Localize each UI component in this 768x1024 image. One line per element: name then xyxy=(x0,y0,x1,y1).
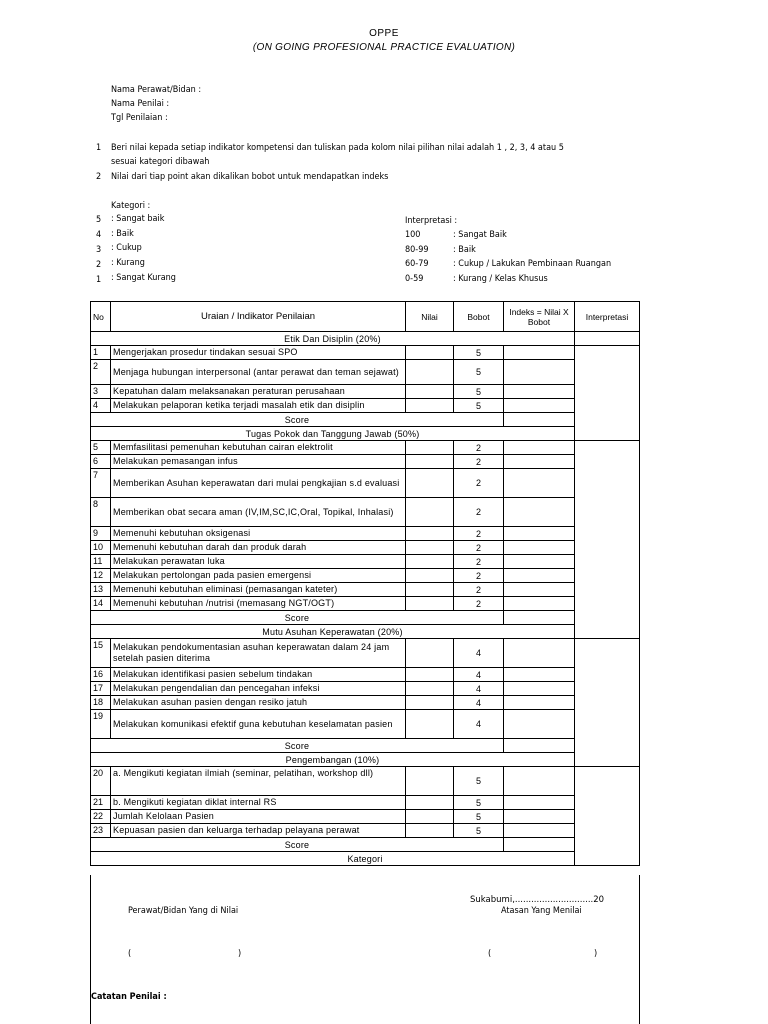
nilai-cell[interactable] xyxy=(406,469,454,498)
indeks-cell[interactable] xyxy=(504,541,575,555)
score-row xyxy=(91,739,640,753)
row-number: 4 xyxy=(91,399,111,413)
table-row xyxy=(91,541,640,555)
kategori-item: : Sangat baik xyxy=(111,214,165,224)
page-subtitle: (ON GOING PROFESIONAL PRACTICE EVALUATION) xyxy=(252,42,516,53)
bobot-cell: 2 xyxy=(454,555,504,569)
interpretasi-cell[interactable] xyxy=(575,639,640,767)
nilai-cell[interactable] xyxy=(406,455,454,469)
score-label: Score xyxy=(91,739,504,753)
table-row xyxy=(91,767,640,796)
interpretasi-range: 100 xyxy=(405,230,421,240)
table-row xyxy=(91,668,640,682)
row-indicator: Menjaga hubungan interpersonal (antar perawat dan teman sejawat) xyxy=(111,360,406,385)
table-row xyxy=(91,385,640,399)
row-indicator: Melakukan komunikasi efektif guna kebutuhan keselamatan pasien xyxy=(111,710,406,739)
kategori-num: 1 xyxy=(96,275,102,285)
row-indicator: Kepatuhan dalam melaksanakan peraturan perusahaan xyxy=(111,385,406,399)
interpretasi-cell[interactable] xyxy=(575,346,640,441)
bobot-cell: 5 xyxy=(454,824,504,838)
indeks-cell[interactable] xyxy=(504,441,575,455)
signature-left-close-paren: ) xyxy=(238,949,242,959)
kategori-row xyxy=(91,852,640,866)
row-number: 9 xyxy=(91,527,111,541)
kategori-num: 2 xyxy=(96,260,102,270)
indeks-cell[interactable] xyxy=(504,555,575,569)
instruction-text: Beri nilai kepada setiap indikator kompetensi dan tuliskan pada kolom nilai pilihan nilai adalah 1 , 2, 3, 4 atau 5 xyxy=(111,143,564,153)
nilai-cell[interactable] xyxy=(406,597,454,611)
interpretasi-label: Interpretasi : xyxy=(405,216,458,226)
indeks-cell[interactable] xyxy=(504,346,575,360)
bobot-cell: 2 xyxy=(454,469,504,498)
nilai-cell[interactable] xyxy=(406,346,454,360)
row-number: 22 xyxy=(91,810,111,824)
row-number: 23 xyxy=(91,824,111,838)
kategori-num: 4 xyxy=(96,230,102,240)
nilai-cell[interactable] xyxy=(406,682,454,696)
indeks-cell[interactable] xyxy=(504,385,575,399)
row-indicator: Melakukan pemasangan infus xyxy=(111,455,406,469)
row-indicator: Kepuasan pasien dan keluarga terhadap pelayana perawat xyxy=(111,824,406,838)
nilai-cell[interactable] xyxy=(406,569,454,583)
interpretasi-item: : Sangat Baik xyxy=(453,230,507,240)
evaluation-table xyxy=(90,301,640,866)
score-label: Score xyxy=(91,611,504,625)
row-number: 21 xyxy=(91,796,111,810)
score-cell[interactable] xyxy=(504,739,575,753)
indeks-cell[interactable] xyxy=(504,710,575,739)
header-indeks: Indeks = Nilai X Bobot xyxy=(504,302,575,332)
score-label: Score xyxy=(91,413,504,427)
indeks-cell[interactable] xyxy=(504,455,575,469)
nilai-cell[interactable] xyxy=(406,824,454,838)
interpretasi-range: 80-99 xyxy=(405,245,429,255)
bobot-cell: 2 xyxy=(454,583,504,597)
row-number: 17 xyxy=(91,682,111,696)
header-no: No xyxy=(91,302,111,332)
kategori-label: Kategori : xyxy=(111,201,151,211)
table-row xyxy=(91,455,640,469)
section-title-row xyxy=(91,625,640,639)
score-row xyxy=(91,611,640,625)
nilai-cell[interactable] xyxy=(406,527,454,541)
table-row xyxy=(91,569,640,583)
interpretasi-item: : Baik xyxy=(453,245,476,255)
bobot-cell: 4 xyxy=(454,668,504,682)
score-cell[interactable] xyxy=(504,413,575,427)
instruction-number: 2 xyxy=(96,172,102,182)
table-row xyxy=(91,810,640,824)
row-indicator: Memenuhi kebutuhan /nutrisi (memasang NGT/OGT) xyxy=(111,597,406,611)
header-interpretasi: Interpretasi xyxy=(575,302,640,332)
field-nama-perawat: Nama Perawat/Bidan : xyxy=(111,85,202,95)
nilai-cell[interactable] xyxy=(406,399,454,413)
row-number: 16 xyxy=(91,668,111,682)
kategori-item: : Kurang xyxy=(111,258,145,268)
row-number: 11 xyxy=(91,555,111,569)
indeks-cell[interactable] xyxy=(504,583,575,597)
bobot-cell: 5 xyxy=(454,385,504,399)
row-indicator: a. Mengikuti kegiatan ilmiah (seminar, pelatihan, workshop dll) xyxy=(111,767,406,796)
interpretasi-item: : Cukup / Lakukan Pembinaan Ruangan xyxy=(453,259,612,269)
row-indicator: Melakukan pelaporan ketika terjadi masalah etik dan disiplin xyxy=(111,399,406,413)
nilai-cell[interactable] xyxy=(406,668,454,682)
nilai-cell[interactable] xyxy=(406,583,454,597)
row-number: 18 xyxy=(91,696,111,710)
bobot-cell: 2 xyxy=(454,527,504,541)
nilai-cell[interactable] xyxy=(406,796,454,810)
bobot-cell: 4 xyxy=(454,710,504,739)
row-indicator: Melakukan asuhan pasien dengan resiko jatuh xyxy=(111,696,406,710)
signature-left-open-paren: ( xyxy=(128,949,132,959)
header-uraian: Uraian / Indikator Penilaian xyxy=(111,302,406,332)
table-row xyxy=(91,696,640,710)
nilai-cell[interactable] xyxy=(406,555,454,569)
table-row xyxy=(91,639,640,668)
section-title-row xyxy=(91,753,640,767)
section-title: Pengembangan (10%) xyxy=(91,753,575,767)
table-row xyxy=(91,441,640,455)
indeks-cell[interactable] xyxy=(504,498,575,527)
table-row xyxy=(91,399,640,413)
bobot-cell: 4 xyxy=(454,639,504,668)
interpretasi-range: 60-79 xyxy=(405,259,429,269)
interpretasi-item: : Kurang / Kelas Khusus xyxy=(453,274,548,284)
bobot-cell: 2 xyxy=(454,441,504,455)
nilai-cell[interactable] xyxy=(406,710,454,739)
bobot-cell: 5 xyxy=(454,346,504,360)
table-row xyxy=(91,498,640,527)
indeks-cell[interactable] xyxy=(504,824,575,838)
bobot-cell: 2 xyxy=(454,597,504,611)
nilai-cell[interactable] xyxy=(406,498,454,527)
section-title-row xyxy=(91,332,640,346)
interpretasi-range: 0-59 xyxy=(405,274,424,284)
bobot-cell: 5 xyxy=(454,399,504,413)
indeks-cell[interactable] xyxy=(504,796,575,810)
indeks-cell[interactable] xyxy=(504,696,575,710)
score-row xyxy=(91,413,640,427)
row-indicator: Memberikan obat secara aman (IV,IM,SC,IC,Oral, Topikal, Inhalasi) xyxy=(111,498,406,527)
table-row xyxy=(91,682,640,696)
table-row xyxy=(91,527,640,541)
table-row xyxy=(91,710,640,739)
place-date: Sukabumi,.............................20 xyxy=(470,895,605,905)
nilai-cell[interactable] xyxy=(406,441,454,455)
indeks-cell[interactable] xyxy=(504,682,575,696)
indeks-cell[interactable] xyxy=(504,668,575,682)
header-bobot: Bobot xyxy=(454,302,504,332)
row-number: 5 xyxy=(91,441,111,455)
bobot-cell: 2 xyxy=(454,455,504,469)
interpretasi-cell[interactable] xyxy=(575,441,640,639)
row-number: 14 xyxy=(91,597,111,611)
row-indicator: Melakukan identifikasi pasien sebelum tindakan xyxy=(111,668,406,682)
row-indicator: Memenuhi kebutuhan oksigenasi xyxy=(111,527,406,541)
nilai-cell[interactable] xyxy=(406,360,454,385)
indeks-cell[interactable] xyxy=(504,639,575,668)
interpretasi-cell xyxy=(575,332,640,346)
row-number: 1 xyxy=(91,346,111,360)
bobot-cell: 5 xyxy=(454,810,504,824)
score-cell[interactable] xyxy=(504,611,575,625)
row-number: 3 xyxy=(91,385,111,399)
kategori-row-label: Kategori xyxy=(91,852,640,866)
nilai-cell[interactable] xyxy=(406,810,454,824)
kategori-item: : Baik xyxy=(111,229,134,239)
indeks-cell[interactable] xyxy=(504,569,575,583)
row-number: 15 xyxy=(91,639,111,668)
bobot-cell: 5 xyxy=(454,360,504,385)
nilai-cell[interactable] xyxy=(406,696,454,710)
row-number: 13 xyxy=(91,583,111,597)
indeks-cell[interactable] xyxy=(504,810,575,824)
row-number: 6 xyxy=(91,455,111,469)
row-indicator: Melakukan perawatan luka xyxy=(111,555,406,569)
row-number: 2 xyxy=(91,360,111,385)
kategori-num: 5 xyxy=(96,215,102,225)
table-row xyxy=(91,796,640,810)
indeks-cell[interactable] xyxy=(504,527,575,541)
row-indicator: b. Mengikuti kegiatan diklat internal RS xyxy=(111,796,406,810)
table-row xyxy=(91,360,640,385)
kategori-item: : Cukup xyxy=(111,243,142,253)
row-indicator: Memberikan Asuhan keperawatan dari mulai pengkajian s.d evaluasi xyxy=(111,469,406,498)
signature-left-label: Perawat/Bidan Yang di Nilai xyxy=(128,906,239,916)
table-row xyxy=(91,583,640,597)
row-indicator: Melakukan pendokumentasian asuhan keperawatan dalam 24 jam setelah pasien diterima xyxy=(111,639,406,668)
row-indicator: Memfasilitasi pemenuhan kebutuhan cairan elektrolit xyxy=(111,441,406,455)
section-title: Tugas Pokok dan Tanggung Jawab (50%) xyxy=(91,427,575,441)
row-indicator: Memenuhi kebutuhan eliminasi (pemasangan kateter) xyxy=(111,583,406,597)
row-indicator: Melakukan pengendalian dan pencegahan infeksi xyxy=(111,682,406,696)
row-indicator: Memenuhi kebutuhan darah dan produk darah xyxy=(111,541,406,555)
instruction-number: 1 xyxy=(96,143,102,153)
signature-right-close-paren: ) xyxy=(594,949,598,959)
header-nilai: Nilai xyxy=(406,302,454,332)
catatan-label: Catatan Penilai : xyxy=(91,992,167,1002)
instruction-text: Nilai dari tiap point akan dikalikan bobot untuk mendapatkan indeks xyxy=(111,172,389,182)
field-tgl-penilaian: Tgl Penilaian : xyxy=(111,113,168,123)
bobot-cell: 4 xyxy=(454,696,504,710)
table-row xyxy=(91,346,640,360)
signature-right-open-paren: ( xyxy=(488,949,492,959)
row-number: 20 xyxy=(91,767,111,796)
indeks-cell[interactable] xyxy=(504,360,575,385)
score-cell[interactable] xyxy=(504,838,575,852)
table-row xyxy=(91,824,640,838)
nilai-cell[interactable] xyxy=(406,767,454,796)
row-number: 19 xyxy=(91,710,111,739)
indeks-cell[interactable] xyxy=(504,597,575,611)
field-nama-penilai: Nama Penilai : xyxy=(111,99,170,109)
kategori-item: : Sangat Kurang xyxy=(111,273,176,283)
row-number: 8 xyxy=(91,498,111,527)
row-number: 7 xyxy=(91,469,111,498)
table-row xyxy=(91,555,640,569)
nilai-cell[interactable] xyxy=(406,639,454,668)
score-label: Score xyxy=(91,838,504,852)
bobot-cell: 2 xyxy=(454,541,504,555)
row-number: 10 xyxy=(91,541,111,555)
score-row xyxy=(91,838,640,852)
row-indicator: Melakukan pertolongan pada pasien emergensi xyxy=(111,569,406,583)
row-indicator: Mengerjakan prosedur tindakan sesuai SPO xyxy=(111,346,406,360)
section-title-row xyxy=(91,427,640,441)
bobot-cell: 2 xyxy=(454,569,504,583)
row-number: 12 xyxy=(91,569,111,583)
signature-right-label: Atasan Yang Menilai xyxy=(501,906,582,916)
table-row xyxy=(91,597,640,611)
table-row xyxy=(91,469,640,498)
page-title: OPPE xyxy=(369,28,399,39)
table-header-row xyxy=(91,302,640,332)
indeks-cell[interactable] xyxy=(504,469,575,498)
instruction-text-cont: sesuai kategori dibawah xyxy=(111,157,210,167)
section-title: Etik Dan Disiplin (20%) xyxy=(91,332,575,346)
indeks-cell[interactable] xyxy=(504,767,575,796)
bobot-cell: 4 xyxy=(454,682,504,696)
nilai-cell[interactable] xyxy=(406,541,454,555)
kategori-num: 3 xyxy=(96,245,102,255)
indeks-cell[interactable] xyxy=(504,399,575,413)
row-indicator: Jumlah Kelolaan Pasien xyxy=(111,810,406,824)
nilai-cell[interactable] xyxy=(406,385,454,399)
bobot-cell: 5 xyxy=(454,796,504,810)
bobot-cell: 2 xyxy=(454,498,504,527)
section-title: Mutu Asuhan Keperawatan (20%) xyxy=(91,625,575,639)
bobot-cell: 5 xyxy=(454,767,504,796)
